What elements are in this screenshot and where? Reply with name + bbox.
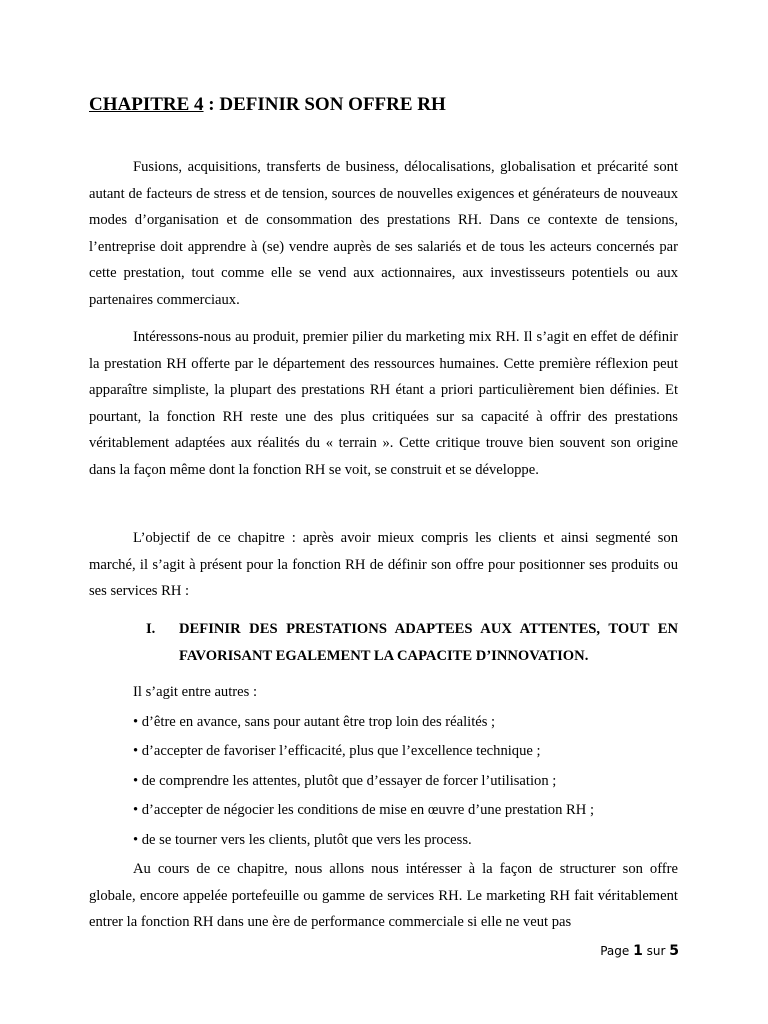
list-item: • de comprendre les attentes, plutôt que d’essayer de forcer l’utilisation ; [133,773,557,789]
paragraph-intro: Fusions, acquisitions, transferts de business, délocalisations, globalisation et précarité sont autant de facteurs de stress et de tension, sources de nouvelles exigences et générateurs de nouveaux modes d’organisation et de consommation des prestations RH. Dans ce contexte de tensions, l’entreprise doit apprendre à (se) vendre auprès de ses salariés et de tous les acteurs concernés par cette prestation, tout comme elle se vend aux actionnaires, aux investisseurs potentiels ou aux partenaires commerciaux. [89,159,678,308]
list-item: • d’accepter de favoriser l’efficacité, plus que l’excellence technique ; [133,743,541,759]
page-label: Page [600,944,634,958]
paragraph-closing: Au cours de ce chapitre, nous allons nous intéresser à la façon de structurer son offre globale, encore appelée portefeuille ou gamme de services RH. Le marketing RH fait véritablement entrer la fonction RH dans une ère de performance commerciale si elle ne veut pas [89,861,678,931]
section-number: I. [146,621,156,637]
paragraph-objective: L’objectif de ce chapitre : après avoir mieux compris les clients et ainsi segmenté son marché, il s’agit à présent pour la fonction RH de définir son offre pour positionner ses produits ou ses services RH : [89,530,678,600]
list-intro: Il s’agit entre autres : [133,684,257,700]
section-heading [89,616,678,669]
current-page-number: 1 [633,943,643,959]
chapter-number: CHAPITRE 4 [89,94,204,115]
page-footer [600,942,679,960]
list-item: • de se tourner vers les clients, plutôt que vers les process. [133,832,472,848]
page-separator: sur [642,944,670,958]
chapter-title-text: : DEFINIR SON OFFRE RH [203,94,446,115]
section-title: DEFINIR DES PRESTATIONS ADAPTEES AUX ATTENTES, TOUT EN FAVORISANT EGALEMENT LA CAPACITE D’INNOVATION. [179,621,678,664]
chapter-title [89,92,446,118]
paragraph-product: Intéressons-nous au produit, premier pilier du marketing mix RH. Il s’agit en effet de définir la prestation RH offerte par le département des ressources humaines. Cette première réflexion peut apparaître simpliste, la plupart des prestations RH étant a priori particulièrement bien définies. Et pourtant, la fonction RH reste une des plus critiquées sur sa capacité à offrir des prestations véritablement adaptées aux réalités du « terrain ». Cette critique trouve bien souvent son origine dans la façon même dont la fonction RH se voit, se construit et se développe. [89,329,678,478]
total-pages-number: 5 [669,943,679,959]
list-item: • d’être en avance, sans pour autant être trop loin des réalités ; [133,714,496,730]
list-item: • d’accepter de négocier les conditions de mise en œuvre d’une prestation RH ; [133,802,595,818]
